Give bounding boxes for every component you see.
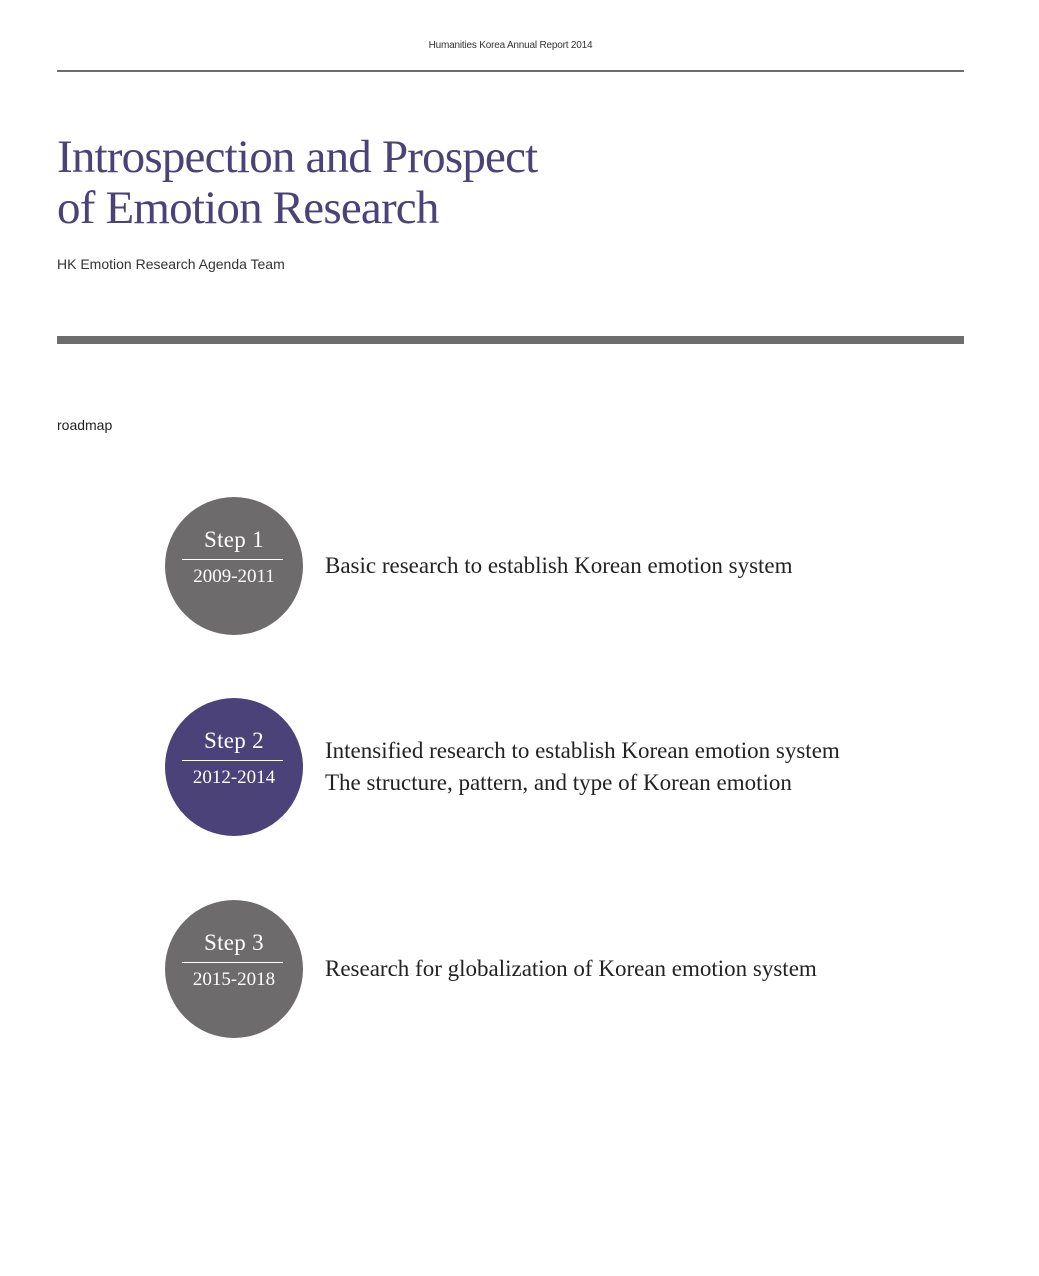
section-rule [57,336,964,344]
step-3-circle [165,900,303,1038]
roadmap-step-1 [165,497,965,635]
step-2-years: 2012-2014 [192,767,276,788]
step-3-line-1: Research for globalization of Korean emotion system [325,956,817,981]
step-1-line-1: Basic research to establish Korean emotion system [325,553,793,578]
title-line-2: of Emotion Research [57,182,439,234]
step-2-circle [165,698,303,836]
running-header: Humanities Korea Annual Report 2014 [428,40,593,51]
step-1-name: Step 1 [204,527,264,552]
team-name: HK Emotion Research Agenda Team [57,256,285,272]
roadmap-step-3 [165,900,965,1038]
title-line-1: Introspection and Prospect [57,131,538,183]
step-2-divider [182,760,283,761]
step-2-line-2: The structure, pattern, and type of Korean emotion [325,770,792,795]
step-3-divider [182,962,283,963]
header-rule [57,70,964,72]
step-2-line-1: Intensified research to establish Korean emotion system [325,738,840,763]
step-1-circle [165,497,303,635]
step-3-years: 2015-2018 [192,969,276,990]
step-1-description [325,497,965,635]
step-2-description [325,698,965,836]
page-title [57,132,537,234]
roadmap-step-2 [165,698,965,836]
step-2-name: Step 2 [204,728,264,753]
step-3-name: Step 3 [204,930,264,955]
section-label: roadmap [57,417,113,433]
step-1-years: 2009-2011 [193,566,275,587]
step-1-divider [182,559,283,560]
step-3-description [325,900,965,1038]
